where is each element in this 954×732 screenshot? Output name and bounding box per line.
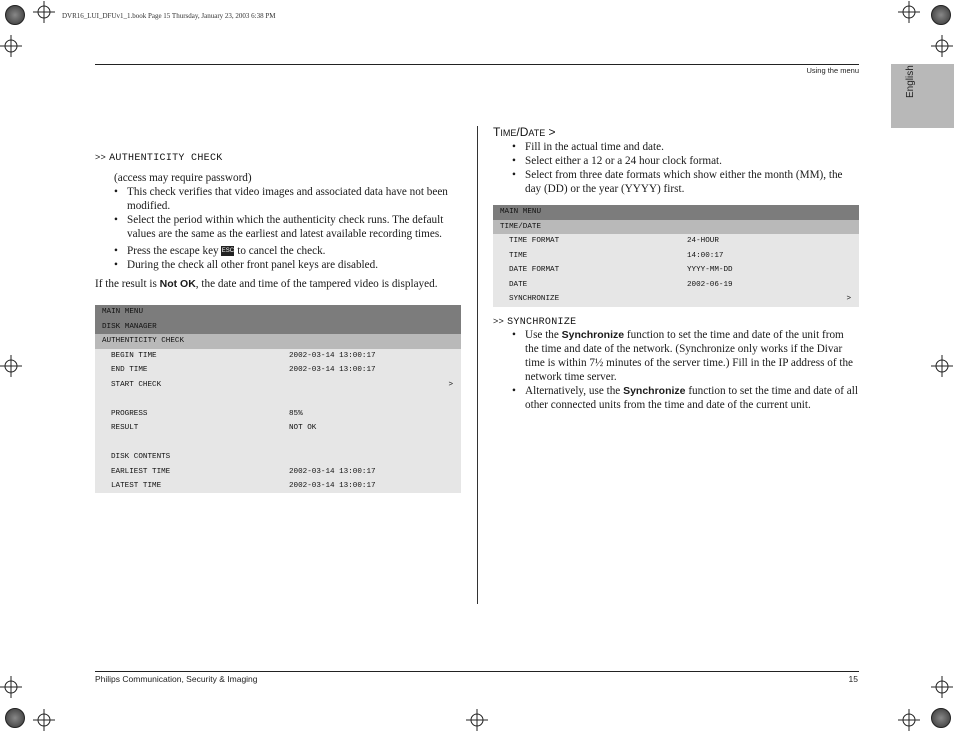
- crosshair-icon: [33, 709, 55, 731]
- list-item: • Select from three date formats which show either the month (MM), the day (DD) or the year (YYYY) first.: [509, 168, 859, 196]
- bottom-rule: [95, 671, 859, 672]
- menu-row-value: 2002-06-19: [687, 280, 733, 289]
- registration-disc-top-right: [931, 5, 951, 25]
- menu-row[interactable]: [95, 363, 461, 378]
- menu-row[interactable]: [493, 249, 859, 264]
- registration-disc-bottom-left: [5, 708, 25, 728]
- crosshair-icon: [0, 355, 22, 377]
- title-part: T: [493, 125, 501, 139]
- menu-row-label: SYNCHRONIZE: [509, 295, 560, 303]
- menu-row-label: EARLIEST TIME: [111, 467, 171, 476]
- menu-row-label: DATE: [509, 280, 528, 289]
- menu-crumb: AUTHENTICITY CHECK: [95, 334, 461, 349]
- crosshair-icon: [931, 35, 953, 57]
- column-divider: [477, 126, 478, 604]
- list-item: [509, 384, 859, 412]
- crosshair-icon: [931, 676, 953, 698]
- menu-row-value: NOT OK: [289, 424, 317, 432]
- menu-row[interactable]: [493, 292, 859, 307]
- menu-row-value: 2002-03-14 13:00:17: [289, 482, 376, 490]
- menu-crumb: DISK MANAGER: [95, 320, 461, 335]
- registration-disc-bottom-right: [931, 708, 951, 728]
- menu-row-label: BEGIN TIME: [111, 351, 157, 360]
- list-item: • Select either a 12 or a 24 hour clock format.: [509, 154, 859, 168]
- menu-row: [95, 436, 461, 451]
- menu-row[interactable]: [95, 378, 461, 393]
- crosshair-icon: [898, 709, 920, 731]
- time-date-body: [509, 140, 859, 196]
- crosshair-icon: [0, 35, 22, 57]
- running-header: Using the menu: [806, 66, 859, 75]
- book-header: DVR16_LUI_DFUv1_1.book Page 15 Thursday, January 23, 2003 6:38 PM: [62, 12, 276, 20]
- menu-row-label: PROGRESS: [111, 409, 148, 418]
- crosshair-icon: [0, 676, 22, 698]
- section-authenticity-check-heading: [95, 152, 223, 164]
- menu-row[interactable]: [493, 234, 859, 249]
- bullet-text: Alternatively, use the: [525, 385, 621, 397]
- language-tab: [891, 64, 954, 128]
- bullet-text: function to set the time and date of the unit from the time and date of the network. (Synchronize only works if the Divar time is within 7½ minutes of the server time.) Fill in the IP address of the network time server.: [525, 329, 854, 383]
- menu-row[interactable]: [95, 421, 461, 436]
- access-note: (access may require password): [114, 172, 252, 184]
- menu-row-label: DISK CONTENTS: [111, 453, 171, 461]
- bold-term: Synchronize: [623, 385, 686, 397]
- bullet-text: function to set the time and date of all other connected units from the time and date of the current unit.: [525, 385, 858, 411]
- bullet-text: to cancel the check.: [237, 245, 326, 257]
- menu-row-label: LATEST TIME: [111, 482, 162, 490]
- menu-row-label: TIME FORMAT: [509, 237, 560, 245]
- menu-row: [95, 392, 461, 407]
- menu-row-value: 24-HOUR: [687, 237, 719, 245]
- crosshair-icon: [898, 1, 920, 23]
- list-item: • Select the period within which the authenticity check runs. The default values are the same as the earliest and latest available recording times.: [111, 213, 461, 241]
- menu-row-value: 14:00:17: [687, 251, 724, 260]
- section-time-date-heading: [493, 125, 556, 139]
- result-text: If the result is: [95, 278, 157, 290]
- menu-rows: [95, 349, 461, 494]
- authenticity-body: [111, 171, 461, 272]
- section-title: AUTHENTICITY CHECK: [109, 153, 223, 164]
- menu-row[interactable]: [493, 263, 859, 278]
- bullet-text: Press the escape key: [127, 245, 219, 257]
- menu-row-value: 2002-03-14 13:00:17: [289, 351, 376, 360]
- list-item: • Fill in the actual time and date.: [509, 140, 859, 154]
- title-part: /D: [516, 125, 529, 139]
- submenu-arrow-icon: >: [448, 380, 453, 389]
- list-item: [509, 328, 859, 384]
- menu-row-value: 2002-03-14 13:00:17: [289, 467, 376, 476]
- section-arrows: >>: [95, 152, 107, 162]
- result-bold: Not OK: [159, 278, 196, 290]
- list-item: [111, 244, 461, 258]
- time-date-menu-panel: [493, 205, 859, 307]
- bullet-list: [509, 140, 859, 196]
- menu-rows: [493, 234, 859, 307]
- menu-row-value: YYYY-MM-DD: [687, 266, 733, 274]
- menu-row-label: TIME: [509, 251, 528, 260]
- synchronize-body: [509, 328, 859, 412]
- bullet-list: [111, 185, 461, 272]
- authenticity-menu-panel: [95, 305, 461, 493]
- result-paragraph: [95, 277, 465, 291]
- top-rule: [95, 64, 859, 65]
- footer-company: Philips Communication, Security & Imaging: [95, 674, 258, 684]
- bold-term: Synchronize: [561, 329, 625, 341]
- menu-row[interactable]: [95, 479, 461, 494]
- title-part: IME: [500, 128, 517, 138]
- registration-disc-top-left: [5, 5, 25, 25]
- crosshair-icon: [33, 1, 55, 23]
- title-part: ATE: [528, 128, 546, 138]
- crosshair-icon: [931, 355, 953, 377]
- list-item: • During the check all other front panel keys are disabled.: [111, 258, 461, 272]
- menu-row-value: 2002-03-14 13:00:17: [289, 366, 376, 374]
- section-title: SYNCHRONIZE: [507, 317, 577, 328]
- bullet-list: [509, 328, 859, 412]
- page-number: 15: [848, 674, 858, 684]
- menu-crumb: MAIN MENU: [95, 305, 461, 320]
- menu-row[interactable]: [493, 278, 859, 293]
- menu-row-label: END TIME: [111, 366, 148, 374]
- bullet-text: Use the: [525, 329, 559, 341]
- title-part: >: [545, 125, 556, 139]
- crosshair-icon: [466, 709, 488, 731]
- section-synchronize-heading: [493, 316, 576, 328]
- menu-row[interactable]: [95, 450, 461, 465]
- menu-row-label: RESULT: [111, 424, 139, 432]
- section-arrows: >>: [493, 316, 505, 326]
- result-text: , the date and time of the tampered video is displayed.: [195, 278, 438, 290]
- menu-crumb: TIME/DATE: [493, 220, 859, 235]
- menu-row[interactable]: [95, 407, 461, 422]
- language-tab-label: English: [905, 65, 916, 98]
- menu-row-label: START CHECK: [111, 380, 162, 389]
- menu-row[interactable]: [95, 349, 461, 364]
- submenu-arrow-icon: >: [846, 295, 851, 303]
- menu-row-label: DATE FORMAT: [509, 266, 560, 274]
- escape-key-icon: ESC: [221, 248, 235, 255]
- menu-row[interactable]: [95, 465, 461, 480]
- list-item: • This check verifies that video images and associated data have not been modified.: [111, 185, 461, 213]
- menu-row-value: 85%: [289, 409, 303, 418]
- menu-crumb: MAIN MENU: [493, 205, 859, 220]
